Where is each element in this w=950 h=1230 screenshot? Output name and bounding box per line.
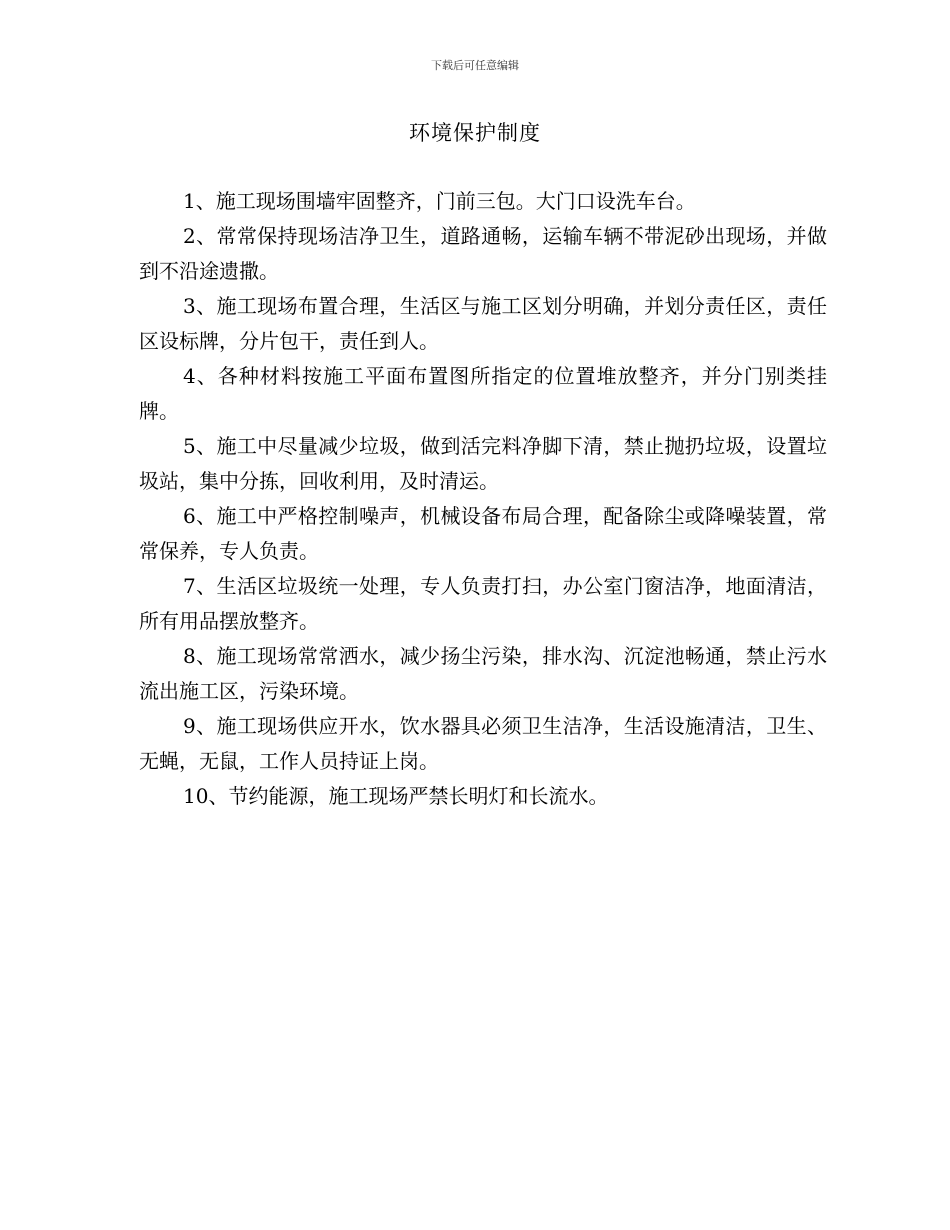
paragraph-7: 7、生活区垃圾统一处理，专人负责打扫，办公室门窗洁净，地面清洁，所有用品摆放整齐。 [139,574,827,633]
paragraph-10: 10、节约能源，施工现场严禁长明灯和长流水。 [183,784,609,808]
page-title: 环境保护制度 [409,121,541,145]
paragraph-2: 2、常常保持现场洁净卫生，道路通畅，运输车辆不带泥砂出现场，并做到不沿途遗撒。 [139,224,827,283]
paragraph-6: 6、施工中严格控制噪声，机械设备布局合理，配备除尘或降噪装置，常常保养，专人负责。 [139,504,827,563]
paragraph-1: 1、施工现场围墙牢固整齐，门前三包。大门口设洗车台。 [183,189,696,213]
header-note: 下载后可任意编辑 [431,59,519,72]
document-body [139,184,827,814]
paragraph-9: 9、施工现场供应开水，饮水器具必须卫生洁净，生活设施清洁，卫生、无蝇，无鼠，工作人员持证上岗。 [139,714,827,773]
paragraph-8: 8、施工现场常常洒水，减少扬尘污染，排水沟、沉淀池畅通，禁止污水流出施工区，污染环境。 [139,644,827,703]
paragraph-4: 4、各种材料按施工平面布置图所指定的位置堆放整齐，并分门别类挂牌。 [139,364,827,423]
paragraph-5: 5、施工中尽量减少垃圾，做到活完料净脚下清，禁止抛扔垃圾，设置垃圾站，集中分拣，回收利用，及时清运。 [139,434,827,493]
paragraph-3: 3、施工现场布置合理，生活区与施工区划分明确，并划分责任区，责任区设标牌，分片包干，责任到人。 [139,294,827,353]
